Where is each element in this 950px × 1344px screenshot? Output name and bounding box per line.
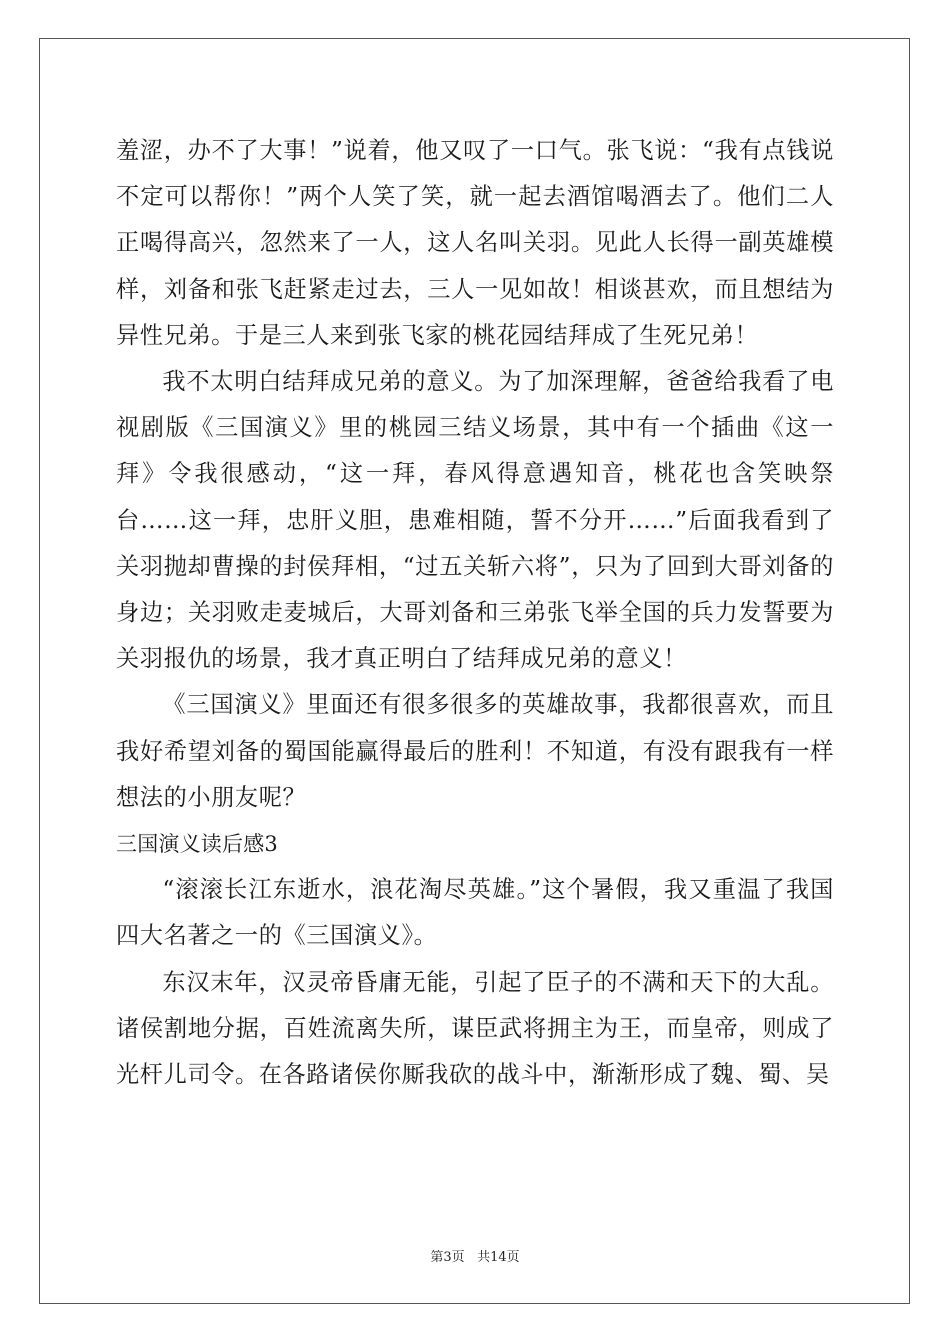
section-heading: 三国演义读后感3 — [116, 832, 278, 857]
paragraph-brotherhood-meaning: 我不太明白结拜成兄弟的意义。为了加深理解，爸爸给我看了电视剧版《三国演义》里的桃园三结义场景，其中有一个插曲《这一拜》令我很感动，“这一拜，春风得意遇知音，桃花也含笑映祭台……这一拜，忠肝义胆，患难相随，誓不分开……”后面我看到了关羽抛却曹操的封侯拜相，“过五关斩六将”，只为了回到大哥刘备的身边；关羽败走麦城后，大哥刘备和三弟张飞举全国的兵力发誓要为关羽报仇的场景，我才真正明白了结拜成兄弟的意义！ — [116, 368, 834, 673]
paragraph-hero-stories: 《三国演义》里面还有很多很多的英雄故事，我都很喜欢，而且我好希望刘备的蜀国能赢得最后的胜利！不知道，有没有跟我有一样想法的小朋友呢？ — [116, 691, 834, 811]
paragraph-yangtze-quote: “滚滚长江东逝水，浪花淘尽英雄。”这个暑假，我又重温了我国四大名著之一的《三国演义》。 — [116, 876, 834, 950]
page-footer — [0, 1246, 950, 1265]
paragraph-eastern-han: 东汉末年，汉灵帝昏庸无能，引起了臣子的不满和天下的大乱。诸侯割地分据，百姓流离失所，谋臣武将拥主为王，而皇帝，则成了光杆儿司令。在各路诸侯你厮我砍的战斗中，渐渐形成了魏、蜀、吴 — [116, 968, 834, 1089]
document-body — [116, 128, 834, 1098]
paragraph-continuation: 羞涩，办不了大事！”说着，他又叹了一口气。张飞说：“我有点钱说不定可以帮你！”两个人笑了笑，就一起去酒馆喝酒去了。他们二人正喝得高兴，忽然来了一人，这人名叫关羽。见此人长得一副英雄模样，刘备和张飞赶紧走过去，三人一见如故！相谈甚欢，而且想结为异性兄弟。于是三人来到张飞家的桃花园结拜成了生死兄弟！ — [116, 137, 834, 349]
page-total: 共14页 — [477, 1250, 520, 1265]
page-number: 第3页 — [430, 1250, 465, 1265]
